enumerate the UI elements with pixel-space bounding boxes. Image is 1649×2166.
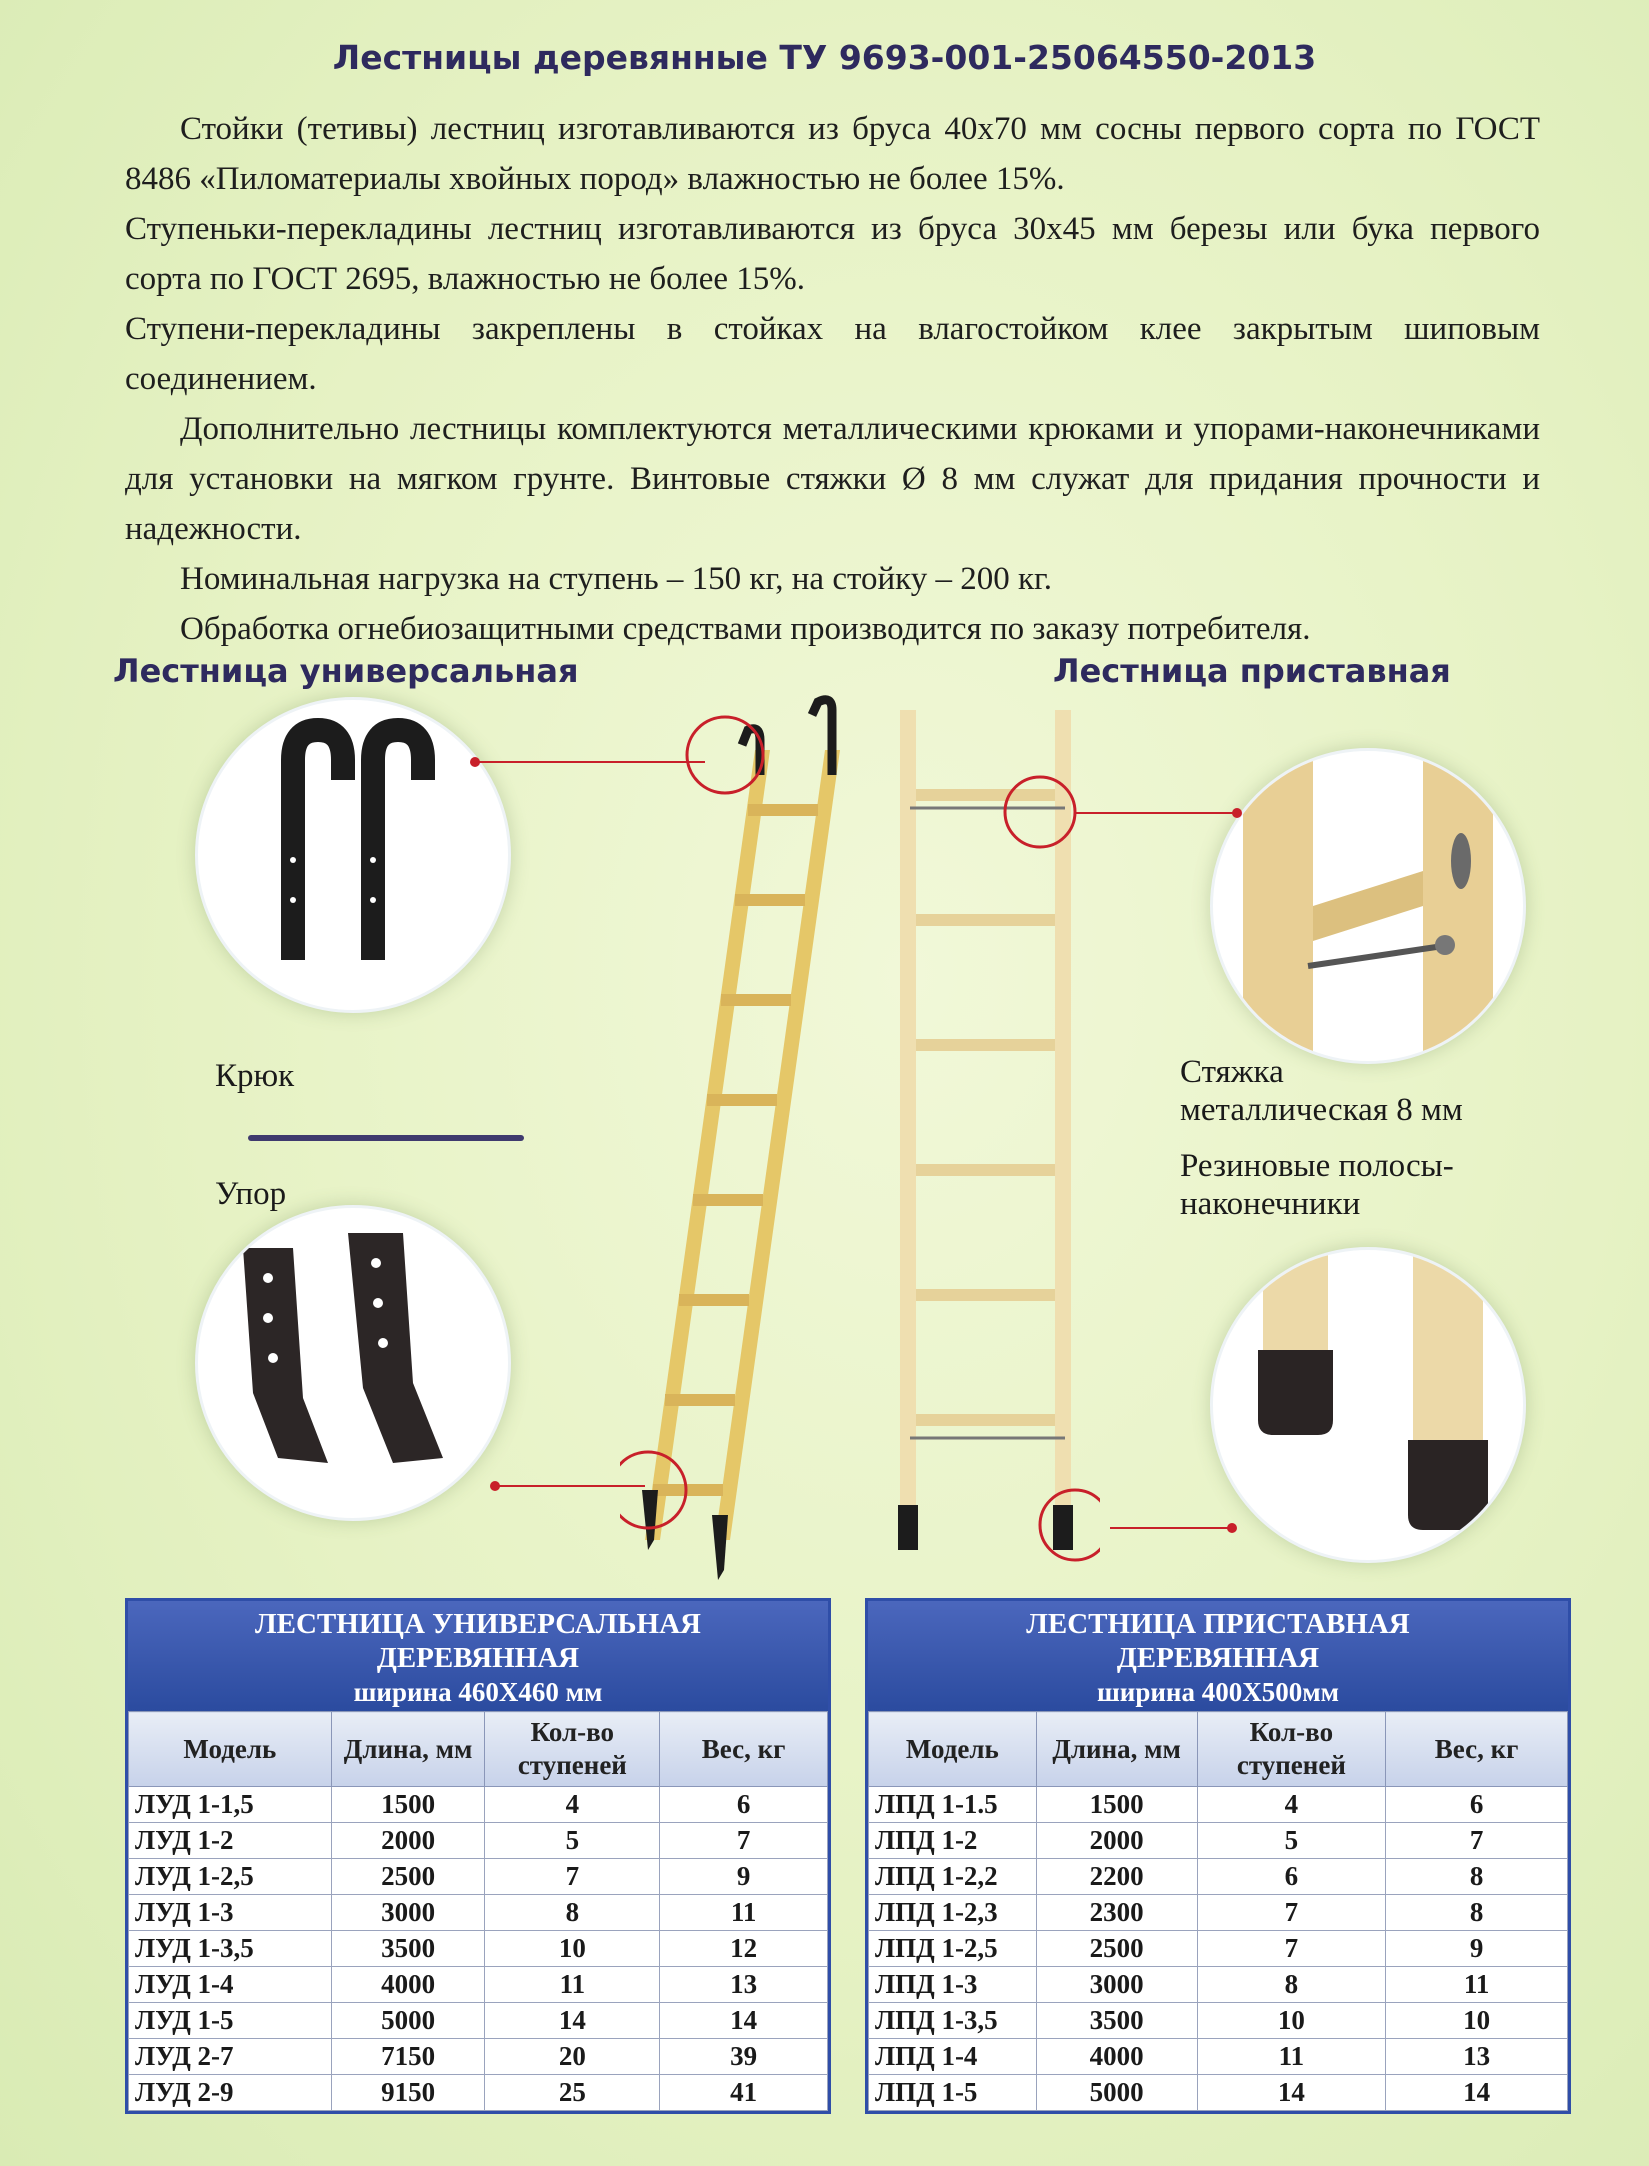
column-header: Кол-во ступеней: [485, 1712, 660, 1787]
table-cell: 14: [1197, 2075, 1386, 2111]
tie-detail-image: [1210, 748, 1526, 1064]
tie-label-line: металлическая 8 мм: [1180, 1092, 1463, 1128]
column-header: Кол-во ступеней: [1197, 1712, 1386, 1787]
intro-paragraph: Стойки (тетивы) лестниц изготавливаются из бруса 40х70 мм сосны первого сорта по ГОСТ 8486 «Пиломатериалы хвойных пород» влажностью не более 15%.: [125, 111, 1540, 197]
table-cell: ЛПД 1-3,5: [869, 2003, 1037, 2039]
intro-paragraph: Ступеньки-перекладины лестниц изготавливаются из бруса 30х45 мм березы или бука первого сорта по ГОСТ 2695, влажностью не более 15%.: [125, 211, 1540, 297]
table-cell: 7150: [331, 2039, 485, 2075]
table-title: ДЕРЕВЯННАЯ: [1116, 1642, 1320, 1674]
table-cell: 41: [660, 2075, 828, 2111]
table-row: [869, 2003, 1568, 2039]
table-cell: 3500: [331, 1931, 485, 1967]
table-cell: 2200: [1036, 1859, 1197, 1895]
table-cell: 3000: [1036, 1967, 1197, 2003]
table-cell: 12: [660, 1931, 828, 1967]
table-row: [129, 1967, 828, 2003]
table-cell: 8: [485, 1895, 660, 1931]
tie-rod-icon: [1213, 751, 1523, 1061]
table-cell: 2000: [331, 1823, 485, 1859]
table-row: [869, 1859, 1568, 1895]
stop-label: Упор: [215, 1176, 287, 1212]
leader-dot: [1227, 1523, 1237, 1533]
hook-label: Крюк: [215, 1058, 295, 1094]
stop-icon: [198, 1208, 508, 1518]
rubber-tips-detail-image: [1210, 1247, 1526, 1563]
table-cell: ЛУД 1-1,5: [129, 1787, 332, 1823]
table-cell: ЛПД 1-2,3: [869, 1895, 1037, 1931]
table-cell: 4000: [331, 1967, 485, 2003]
table-cell: 6: [1386, 1787, 1568, 1823]
table-cell: ЛПД 1-3: [869, 1967, 1037, 2003]
table-row: [869, 2075, 1568, 2111]
stop-detail-image: [195, 1205, 511, 1521]
table-row: [129, 2075, 828, 2111]
tie-label-line: Стяжка: [1180, 1054, 1284, 1090]
table-cell: 13: [660, 1967, 828, 2003]
table-cell: ЛУД 1-4: [129, 1967, 332, 2003]
table-cell: ЛУД 1-5: [129, 2003, 332, 2039]
table-row: [869, 1967, 1568, 2003]
table-cell: 5: [485, 1823, 660, 1859]
table-cell: 11: [660, 1895, 828, 1931]
table-cell: 3000: [331, 1895, 485, 1931]
table-header: [128, 1601, 828, 1711]
table-cell: 2300: [1036, 1895, 1197, 1931]
table-cell: 2000: [1036, 1823, 1197, 1859]
leader-dot: [1232, 808, 1242, 818]
table-row: [129, 1787, 828, 1823]
table-cell: 10: [485, 1931, 660, 1967]
attached-ladder-image: [870, 700, 1100, 1580]
table-cell: 11: [1386, 1967, 1568, 2003]
table-cell: ЛУД 1-2: [129, 1823, 332, 1859]
table-cell: ЛУД 1-2,5: [129, 1859, 332, 1895]
table-header: [868, 1601, 1568, 1711]
intro-paragraph: Номинальная нагрузка на ступень – 150 кг, на стойку – 200 кг.: [180, 561, 1053, 597]
table-cell: 3500: [1036, 2003, 1197, 2039]
table-row: [869, 2039, 1568, 2075]
table-cell: 10: [1386, 2003, 1568, 2039]
intro-paragraph: Обработка огнебиозащитными средствами производится по заказу потребителя.: [180, 611, 1311, 647]
table-cell: 7: [660, 1823, 828, 1859]
rubber-label: [1180, 1147, 1454, 1223]
table-cell: 9: [660, 1859, 828, 1895]
table-cell: ЛУД 1-3,5: [129, 1931, 332, 1967]
table-width: ширина 460Х460 мм: [353, 1677, 603, 1707]
table-cell: 7: [1386, 1823, 1568, 1859]
table-cell: 14: [660, 2003, 828, 2039]
table-cell: ЛПД 1-2,5: [869, 1931, 1037, 1967]
table-cell: ЛПД 1-2: [869, 1823, 1037, 1859]
table-cell: ЛУД 2-7: [129, 2039, 332, 2075]
table-cell: 5000: [1036, 2075, 1197, 2111]
table-row: [869, 1895, 1568, 1931]
table-cell: 7: [485, 1859, 660, 1895]
tie-label: [1180, 1053, 1463, 1129]
table-cell: 13: [1386, 2039, 1568, 2075]
table-cell: 8: [1386, 1895, 1568, 1931]
table-cell: 14: [1386, 2075, 1568, 2111]
column-header: Модель: [869, 1712, 1037, 1787]
table-row: [129, 1859, 828, 1895]
table-cell: 4000: [1036, 2039, 1197, 2075]
divider: [248, 1135, 524, 1141]
table-cell: 5000: [331, 2003, 485, 2039]
universal-spec-table: [125, 1598, 831, 2114]
table-cell: 8: [1386, 1859, 1568, 1895]
table-cell: 8: [1197, 1967, 1386, 2003]
table-row: [129, 1895, 828, 1931]
table-cell: ЛПД 1-5: [869, 2075, 1037, 2111]
leader-dot: [470, 757, 480, 767]
table-cell: 11: [485, 1967, 660, 2003]
table-cell: 14: [485, 2003, 660, 2039]
table-cell: 1500: [1036, 1787, 1197, 1823]
table-cell: 20: [485, 2039, 660, 2075]
rubber-label-line: наконечники: [1180, 1186, 1361, 1222]
table-cell: 6: [660, 1787, 828, 1823]
table-cell: ЛУД 1-3: [129, 1895, 332, 1931]
universal-ladder-image: [620, 690, 880, 1580]
table-row: [129, 2039, 828, 2075]
table-row: [869, 1787, 1568, 1823]
table-cell: 9150: [331, 2075, 485, 2111]
attached-spec-table: [865, 1598, 1571, 2114]
table-cell: 2500: [331, 1859, 485, 1895]
table-cell: 25: [485, 2075, 660, 2111]
table-cell: 2500: [1036, 1931, 1197, 1967]
table-cell: 4: [1197, 1787, 1386, 1823]
column-header: Длина, мм: [1036, 1712, 1197, 1787]
column-header: Вес, кг: [660, 1712, 828, 1787]
table-cell: 7: [1197, 1895, 1386, 1931]
column-header: Вес, кг: [1386, 1712, 1568, 1787]
table-cell: 1500: [331, 1787, 485, 1823]
column-header: Длина, мм: [331, 1712, 485, 1787]
table-cell: 4: [485, 1787, 660, 1823]
table-row: [869, 1823, 1568, 1859]
intro-paragraph: Дополнительно лестницы комплектуются металлическими крюками и упорами-наконечниками для установки на мягком грунте. Винтовые стяжки Ø 8 мм служат для придания прочности и надежности.: [125, 411, 1540, 547]
table-cell: ЛПД 1-1.5: [869, 1787, 1037, 1823]
table-row: [129, 1931, 828, 1967]
table-title: ЛЕСТНИЦА УНИВЕРСАЛЬНАЯ: [255, 1608, 701, 1640]
leader-line: [1075, 812, 1235, 814]
table-width: ширина 400Х500мм: [1096, 1677, 1339, 1707]
rubber-label-line: Резиновые полосы-: [1180, 1148, 1454, 1184]
intro-text: [125, 104, 1540, 654]
table-title: ДЕРЕВЯННАЯ: [376, 1642, 580, 1674]
table-title: ЛЕСТНИЦА ПРИСТАВНАЯ: [1026, 1608, 1410, 1640]
table-row: [129, 1823, 828, 1859]
table-cell: 9: [1386, 1931, 1568, 1967]
table-cell: ЛПД 1-2,2: [869, 1859, 1037, 1895]
hook-detail-image: [195, 697, 511, 1013]
section-title-universal: Лестница универсальная: [113, 652, 579, 690]
section-title-attached: Лестница приставная: [1053, 652, 1451, 690]
table-cell: 5: [1197, 1823, 1386, 1859]
table-row: [129, 2003, 828, 2039]
hook-icon: [198, 700, 508, 1010]
table-cell: 7: [1197, 1931, 1386, 1967]
leader-line: [495, 1485, 645, 1487]
intro-paragraph: Ступени-перекладины закреплены в стойках на влагостойком клее закрытым шиповым соединением.: [125, 311, 1540, 397]
leader-line: [1110, 1527, 1230, 1529]
leader-dot: [490, 1481, 500, 1491]
table-cell: 10: [1197, 2003, 1386, 2039]
page-title: Лестницы деревянные ТУ 9693-001-25064550-2013: [332, 38, 1317, 77]
leader-line: [475, 761, 705, 763]
table-cell: 6: [1197, 1859, 1386, 1895]
rubber-tip-icon: [1213, 1250, 1523, 1560]
table-cell: 11: [1197, 2039, 1386, 2075]
table-cell: ЛПД 1-4: [869, 2039, 1037, 2075]
table-row: [869, 1931, 1568, 1967]
table-cell: ЛУД 2-9: [129, 2075, 332, 2111]
table-cell: 39: [660, 2039, 828, 2075]
column-header: Модель: [129, 1712, 332, 1787]
